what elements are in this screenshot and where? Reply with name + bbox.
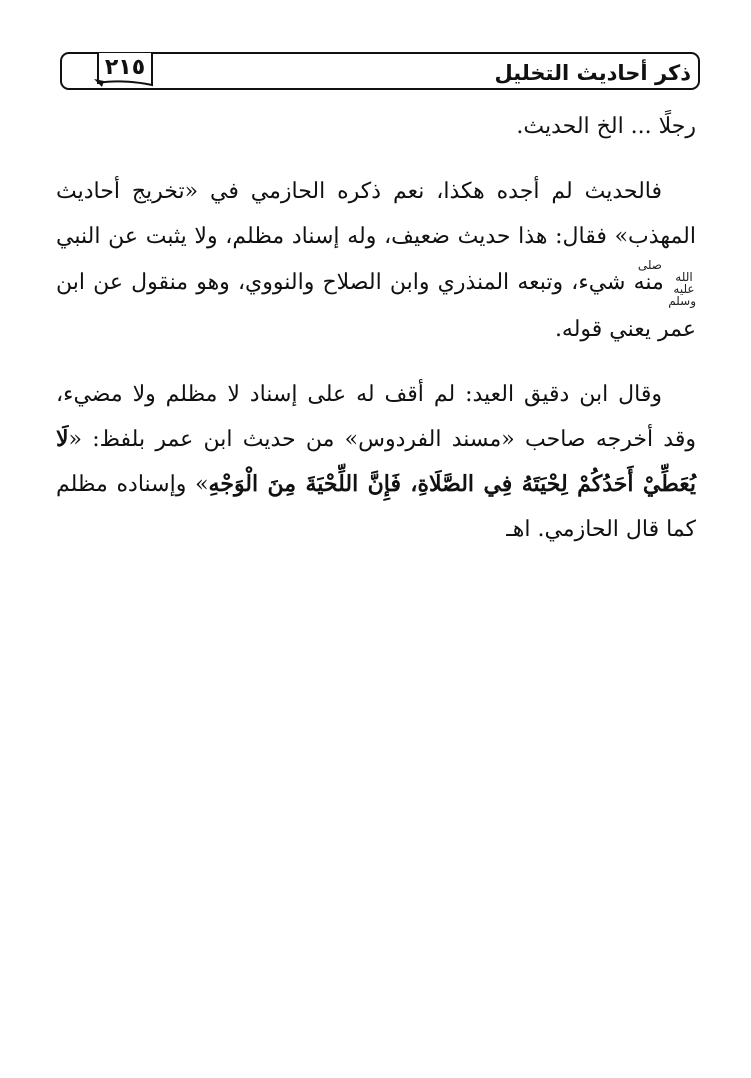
paragraph-3-text-b: » وإسناده مظلم كما قال الحازمي. اهـ — [56, 472, 696, 542]
paragraph-3 — [56, 372, 696, 552]
paragraph-2-text: فالحديث لم أجده هكذا، نعم ذكره الحازمي في «تخريج أحاديث المهذب» فقال: هذا حديث ضعيف، وله إسناد مظلم، ولا يثبت عن النبي — [56, 179, 696, 249]
paragraph-gap — [56, 352, 696, 372]
running-header-title: ذكر أحاديث التخليل — [494, 61, 691, 85]
body-text — [56, 104, 696, 552]
page-number: ٢١٥ — [104, 55, 146, 80]
honorific-glyph: صلى الله عليه وسلم — [637, 258, 696, 308]
paragraph-3-text-a: وقال ابن دقيق العيد: لم أقف له على إسناد لا مظلم ولا مضيء، وقد أخرجه صاحب «مسند الفردوس» من حديث ابن عمر بلفظ: « — [56, 382, 696, 452]
paragraph-1 — [56, 104, 696, 149]
paragraph-gap — [56, 149, 696, 169]
paragraph-1-text: رجلًا ... الخ الحديث. — [516, 114, 696, 139]
hadith-quote: لَا يُعَطِّيْ أَحَدُكُمْ لِحْيَتَهُ فِي الصَّلَاةِ، فَإِنَّ اللِّحْيَةَ مِنَ الْوَجْهِ — [56, 426, 696, 497]
paragraph-2-continuation: منه شيء، وتبعه المنذري وابن الصلاح والنووي، وهو منقول عن ابن عمر يعني قوله. — [56, 270, 696, 342]
page-number-tab — [92, 49, 158, 89]
paragraph-2 — [56, 169, 696, 352]
